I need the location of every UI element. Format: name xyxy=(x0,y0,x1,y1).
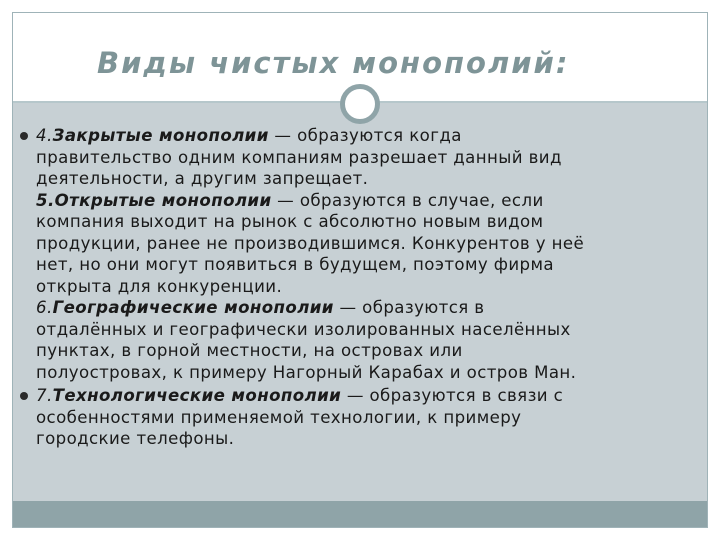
bullet-item xyxy=(18,385,698,450)
footer-band xyxy=(13,501,707,527)
bullet-list xyxy=(18,125,698,452)
monopoly-entry xyxy=(36,190,698,298)
entry-number: 7. xyxy=(36,386,53,405)
entry-term: Географические монополии xyxy=(52,298,334,317)
monopoly-entry xyxy=(36,125,698,190)
entry-text: — образуются в отдалённых и географически изолированных населённых пунктах, в горной местности, на островах или полуостровах, к примеру Нагорный Карабах и остров Ман. xyxy=(36,298,577,382)
slide-title: Виды чистых монополий: xyxy=(97,46,570,80)
circle-ornament-icon xyxy=(340,84,380,124)
entry-text: — образуются когда правительство одним компаниям разрешает данный вид деятельности, а другим запрещает. xyxy=(36,126,562,188)
entry-term: Открытые монополии xyxy=(54,190,272,210)
bullet-dot-icon xyxy=(20,392,28,400)
entry-number: 6. xyxy=(36,298,53,317)
entry-term: Закрытые монополии xyxy=(52,126,269,145)
bullet-dot-icon xyxy=(20,132,28,140)
entry-text: — образуются в случае, если компания выходит на рынок с абсолютно новым видом продукции, ранее не производившимся. Конкурентов у неё нет, но они могут появиться в будущем, поэтому фирма открыта для конкуренции. xyxy=(36,190,585,296)
entry-text: — образуются в связи с особенностями применяемой технологии, к примеру городские телефоны. xyxy=(36,386,564,448)
entry-number: 5. xyxy=(36,190,55,210)
monopoly-entry xyxy=(36,385,698,450)
entry-term: Технологические монополии xyxy=(52,386,342,405)
entry-number: 4. xyxy=(36,126,53,145)
bullet-item xyxy=(18,125,698,383)
monopoly-entry xyxy=(36,297,698,383)
